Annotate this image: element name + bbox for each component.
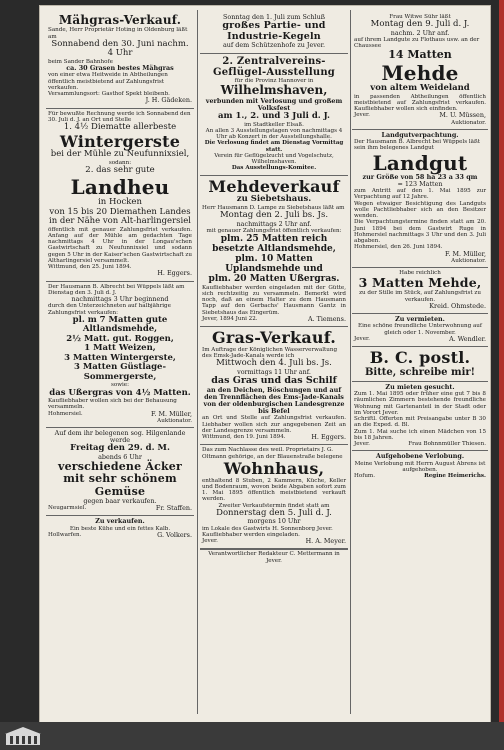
ad-text: im Lokale des Gastwirts H. Sonnenborg Jever. Kaufliebhaber werden eingeladen. [202,525,333,538]
ad-landgutverpachtung [352,130,488,268]
ad-text: in Hocken [98,197,142,208]
ad-title: Zu verkaufen. [95,517,145,526]
ad-signature: A. Wendler. [449,334,486,343]
ad-text: Montag den 9. Juli d. J. [370,19,470,30]
ad-headline: Wintergerste [59,131,181,151]
ad-text: Kaufliebhaber wollen sich bei der Behausung versammeln. [48,398,177,411]
ad-text: in passenden Abtheilungen öffentlich meistbietend auf Zahlungsfrist verkaufen. Kaufliebhaber wollen sich einfinden. [354,93,486,113]
ad-place: Hofum. [354,473,376,480]
ad-text: Wilhelmshaven, [220,83,328,98]
ad-zu-verkaufen [46,516,194,542]
ad-place: Jever. [202,538,218,545]
ad-text: 1. 4½ Diematte allerbeste [63,122,177,133]
ad-text: Die Verpachtungstermine finden statt am 20. Juni 1894 bei dem Gastwirt Ruge in Hohmersiel nachmittags 3 Uhr und den 3. Juli abgaben. [354,219,486,245]
ad-text: Kaufliebhaber werden eingeladen mit der Gütte, sich rechtzeitig zu versammeln. Bemerkt wird noch, daß an einem Halter zu dem Hausmann Tapp auf den Gerbachs' Hausmann Gantz in Siebetshaus das Eingerüm. [202,284,346,316]
ad-text: Frau Witwe Sühr läßt [389,14,451,20]
ad-text: 3 Matten Güstlage-Sommergerste, [74,362,166,382]
library-logo-icon [4,726,42,746]
ad-text: vormittags 11 Uhr anf. [237,367,311,376]
ad-maehgras [46,12,194,109]
ad-wohnhaus [200,445,348,549]
ad-text: Wegen etwaiger Besichtigung des Landguts wolle Pachtliebhaber sich an den Besitzer wenden. [354,200,486,220]
ad-text: zur Größe von 58 ha 23 a 33 qm [362,172,478,181]
ad-text: auf ihrem Landgute zu Flothaus usw. an der Chaussee [354,36,480,50]
ad-text: Zweiter Verkaufstermin findet statt am [218,502,330,509]
ad-gefluegel-ausstellung [200,54,348,176]
column-divider [197,10,198,714]
ad-text: Hohmersiel, den 26. Juni 1894. [354,244,443,251]
ad-title: Landgutverpachtung. [381,130,459,139]
ad-gemuese [46,428,194,516]
ad-text: gegen baar verkaufen. [83,497,157,506]
ad-text: Bitte, schreibe mir! [364,366,476,378]
ad-text: ca. 30 Grasen bestes Mähgras [66,64,174,73]
ad-text: Ein beste Kühe und ein fettes Kalb. [69,525,171,532]
ad-signature: Kreid. Ohmstede. [429,301,486,310]
viewer-footer-strip [0,722,504,750]
ad-text: Der Hausmann B. Albrecht bei Wüppels läßt sein ihm belegenes Landgut [354,139,480,152]
ad-place: Jever. [354,335,370,342]
column-3 [352,12,488,714]
ad-title: Gras-Verkauf. [211,327,337,347]
ad-text: Auf dem ihr belegenen sog. Hilgenlande werde [54,429,186,445]
ad-text: für die Provinz Hannover in [234,77,314,84]
ad-text: Das zum Nachlasse des weil. Proprietairs J. G. Oltmann gehörige, an der Blauenstraße belegene [202,447,343,460]
ad-text: abends 6 Uhr [98,452,142,461]
ad-place: Jever. [354,112,370,119]
ad-text: auf dem Schützenhofe zu Jever. [222,41,326,50]
ad-text: Eine schöne freundliche Unterwohnung auf gleich oder 1. November. [358,323,482,336]
ad-text: Meine Verlobung mit Herrn August Abrens ist aufgehoben. [354,460,486,473]
editor-footer: Verantwortlicher Redakteur C. Mettermann in Jever. [200,549,348,564]
ad-text: nachm. 2 Uhr anf. [390,28,450,37]
ad-title: Wohnhaus, [223,458,325,478]
ad-text: von altem Weideland [370,83,470,94]
ad-mehde-sluehr [352,12,488,130]
ad-text: mit genauer Zahlungsfrist öffentlich verkaufen: [206,227,342,234]
ad-text: zu Siebetshaus. [236,194,312,205]
ad-headline: 2. Zentralvereins-Geflügel-Ausstellung [213,55,335,78]
ad-text: Der Hausmann B. Albrecht bei Wüppels läßt am Dienstag den 3. Juli d. J. [48,283,185,296]
ad-text: öffentlich mit genauer Zahlungsfrist verkaufen. Anfang auf der Mühle am gedachten Tage nachmittags 4 Uhr in der Longau'schen Gastwirtschaft zu Neufunnixsiel und sodann gegen 5 Uhr in der Kaiser'schen Gastwirtschaft zu Altharlingersiel versammelt. [48,226,192,264]
ad-text: verbunden mit Verlosung und großem Volksfest [205,96,343,112]
ad-date: Sonnabend den 30. Juni nachm. 4 Uhr [51,38,189,59]
ad-text: an Ort und Stelle auf Zahlungsfrist verkaufen. Liebhaber wollen sich zur angegebenen Zeit an der Landesgrenze versammeln. [202,415,346,434]
ad-role: Auktionator. [157,417,192,424]
ad-place: Neugarmsiel. [48,505,87,512]
ad-headline: verschiedene Äcker mit sehr schönem Gemüse [57,460,182,498]
ad-text: Versammlungsort: Gasthof Spekt bleibenb. [48,91,170,98]
ad-text: Zum 1. Mai suche ich einen Mädchen von 15 bis 18 Jahren. [354,428,486,441]
ad-text: = 123 Matten [397,180,443,189]
ad-headline: B. C. postl. [369,347,471,367]
ad-text: Herr Hausmann D. Lampe zu Siebetshaus läßt am [202,204,345,211]
ad-title: Aufgehobene Verlobung. [375,452,465,461]
ad-place: Wittmund, den 19. Juni 1894. [202,434,286,441]
ad-text: zum Antritt auf den 1. Mai 1895 zur Verpachtung auf 12 Jahre. [354,188,486,201]
ad-text: Schriftl. Offerten mit Preisangabe unter B 30 an die Exped. d. Bl. [354,416,486,429]
ad-text: Das Ausstellungs-Komitee. [231,165,317,172]
ad-signature: G. Volkers. [157,530,192,539]
ad-place: Jever, 1894 Juni 22. [202,315,258,322]
ad-text: Sonntag den 1. Juli zum Schluß [223,13,325,21]
ad-wintergerste [46,109,194,282]
ad-text: morgens 10 Uhr [247,517,301,526]
ad-signature: Fr. Staffen. [155,504,192,513]
ad-place: Hollwarfen. [48,531,82,538]
ad-text: pl. m 7 Matten gute Altlandsmehde, [72,314,168,335]
ad-title: Mehdeverkauf [208,176,340,196]
ad-text: Habe reichlich [399,270,441,277]
ad-text: sodann: [108,160,132,166]
ad-text: Verein für Geflügelzucht und Vogelschutz, Wilhelmshaven. [214,152,334,166]
ad-signature: H. A. Meyer. [305,537,346,546]
ad-signature: A. Tiemens. [307,314,346,323]
ad-title: Zu vermieten. [395,315,445,324]
ad-zu-mieten-gesucht [352,382,488,451]
ad-text: 14 Matten [388,48,452,62]
ad-versteigerung-wueppels [46,282,194,428]
ad-headline: Mehde [381,60,459,85]
column-2 [200,12,348,714]
ad-text: von 15 bis 20 Diemathen Landes in der Nähe von Alt-harlingersiel [49,206,191,227]
ad-text: Montag den 2. Juli bs. Js. [219,210,329,221]
column-divider [350,10,351,714]
ad-gras-verkauf [200,327,348,445]
ad-text: zu der Stille im Stück, auf Zahlungsfrist zu verkaufen. [359,290,481,303]
ad-text: 2½ Matt. gut. Roggen, [66,333,174,344]
ad-headline: großes Partie- und Industrie-Kegeln [222,20,326,42]
scan-edge-bar [499,0,504,750]
ad-text: das Ußergras von 4½ Matten. [49,387,191,398]
ad-text: Wittmund, den 25. Juni 1894. [48,264,132,271]
ad-text: beim Sander Bahnhofe [48,58,113,65]
ad-role: Auktionator. [451,257,486,264]
ad-zu-vermieten [352,314,488,347]
ad-text: Freitag den 29. d. M. [70,443,170,454]
ad-text: Donnerstag den 5. Juli d. J. [216,507,332,518]
ad-mehdeverkauf [200,176,348,327]
ad-text: 2. das sehr gute [85,165,155,176]
ad-text: Im Auftrage der Königlichen Wasserverwaltung des Emsk-Jade-Kanals werde ich [202,346,338,360]
ad-text: plm. 10 Matten Uplandsmehde und [225,254,323,275]
ad-text: sowie: [110,382,129,389]
ad-text: nachmittags 3 Uhr beginnend [71,295,169,304]
ad-text: 1 Matt Weizen, [84,343,156,354]
ad-text: Die Verlosung findet am Dienstag Vormittag statt. [204,140,344,153]
ad-signature: F. M. Müller, [150,409,192,418]
ad-text: durch den Unterzeichneten auf halbjährige Zahlungsfrist verkaufen: [48,303,171,316]
ad-bc-postl [352,347,488,382]
ad-signature: J. H. Gädeken. [145,96,192,105]
ad-title: Zu mieten gesucht. [385,383,455,392]
ad-aufgehobene-verlobung [352,451,488,482]
column-1 [46,12,194,714]
ad-signature: Frau Bohnnmüller Thiesen. [408,441,486,448]
ad-signature: M. U. Müssen, [439,111,486,120]
ad-text: 3 Matten Wintergerste, [64,352,176,363]
ad-headline: 3 Matten Mehde, [358,275,482,291]
ad-3-matten-mehde [352,268,488,314]
ad-place: Jever. [354,441,370,448]
ad-text: plm. 25 Matten reich besetzte Altlandsmehde, [212,234,336,255]
ad-text: nachmittags 2 Uhr anf. [236,219,312,228]
ad-role: Auktionator. [451,119,486,126]
ad-text: Sande, Herr Proprietär Hoting in Oldenburg läßt am [48,27,188,40]
ad-place: Hohmersiel. [48,410,83,417]
ad-text: am 1., 2. und 3 Juli d. J. [217,111,331,121]
ad-text: im Stadtkeller Elsaß. [244,121,304,128]
ad-signature: Regine Heimerichs. [424,473,486,480]
ad-headline: Landheu [70,174,170,199]
ad-kegeln [200,12,348,54]
ad-title: Mähgras-Verkauf. [58,13,182,27]
ad-signature: F. M. Müller, [444,249,486,258]
ad-text: An allen 3 Ausstellungstagen von nachmittags 4 Uhr ab Konzert in der Ausstellungshalle. [205,127,343,141]
ad-text: plm. 20 Matten Ußergras. [208,274,340,285]
ad-text: Mittwoch den 4. Juli bs. Js. [216,358,332,369]
ad-signature: H. Eggers. [157,269,192,278]
ad-signature: H. Eggers. [311,433,346,442]
ad-text: von einer etwa Heitweide in Abtheilungen öffentlich meistbietend auf Zahlungsfrist verkaufen. [48,72,168,91]
ad-headline: Landgut [372,150,468,175]
ad-text: das Gras und das Schilf [211,375,337,387]
ad-text: an den Deichen, Böschungen und auf den Trennflächen des Ems-Jade-Kanals von der oldenburgischen Landesgrenze bis Befel [203,385,345,416]
ad-text: enthaltend 8 Stuben, 2 Kammern, Küche, Keller und Bodenraum, wovon beide Abgaben sofort zum 1. Mai 1895 öffentlich meistbietend verkauft werden. [202,477,346,503]
ad-text: bei der Mühle zu Neufunnixsiel, [50,149,190,160]
ad-text: Für bewußte Rechnung werde ich Sonnabend den 30. Juli d. J. an Ort und Stelle [48,110,191,123]
ad-text: Zum 1. Mai 1895 oder früher eine gut 7 bis 8 räumlichen Zimmern bestehende freundliche Wohnung mit Gartenanteil in der Stadt oder im Vorort Jever. [354,391,486,416]
